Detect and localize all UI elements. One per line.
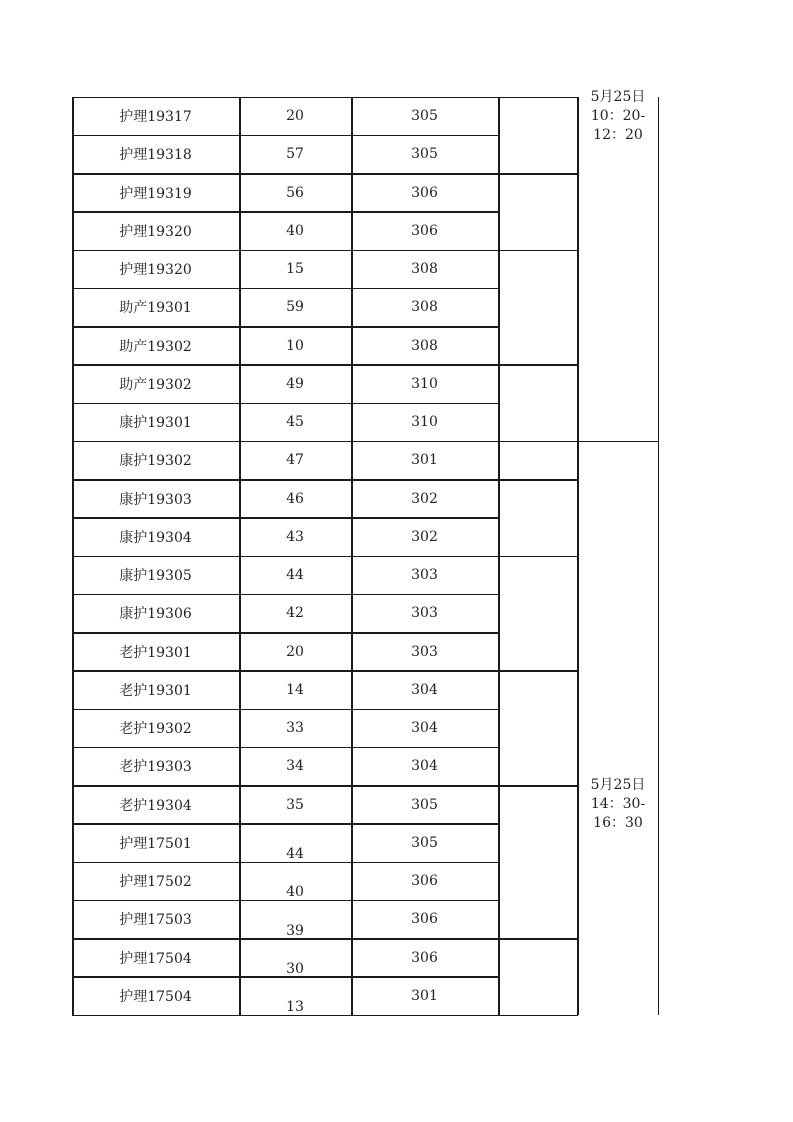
- student-count-cell: 42: [286, 605, 304, 622]
- grid-line: [72, 441, 498, 443]
- student-count-cell: 44: [286, 846, 304, 862]
- grid-line: [578, 441, 659, 443]
- class-name-cell: 老护19302: [119, 721, 192, 738]
- grid-line: [72, 173, 498, 175]
- grid-line: [498, 556, 578, 558]
- class-name-cell: 康护19304: [119, 529, 192, 546]
- grid-line: [577, 97, 579, 1015]
- grid-line: [498, 364, 578, 366]
- grid-line: [498, 785, 578, 787]
- grid-line: [72, 1015, 498, 1017]
- room-cell: 303: [411, 643, 438, 660]
- class-name-cell: 康护19302: [119, 453, 192, 470]
- class-name-cell: 护理19317: [119, 109, 192, 126]
- grid-line: [72, 862, 498, 864]
- room-cell: 310: [411, 414, 438, 431]
- student-count-cell: 45: [286, 414, 304, 431]
- class-name-cell: 护理17503: [119, 912, 192, 929]
- room-cell: 305: [411, 834, 438, 851]
- grid-line: [72, 97, 74, 1015]
- class-name-cell: 老护19301: [119, 644, 192, 661]
- grid-line: [72, 517, 498, 519]
- grid-line: [498, 1015, 578, 1017]
- class-name-cell: 老护19303: [119, 759, 192, 776]
- class-name-cell: 护理19318: [119, 147, 192, 164]
- grid-line: [72, 326, 498, 328]
- grid-line: [498, 97, 578, 99]
- room-cell: 304: [411, 758, 438, 775]
- grid-line: [498, 250, 578, 252]
- room-cell: 308: [411, 261, 438, 278]
- student-count-cell: 20: [286, 643, 304, 660]
- grid-line: [72, 938, 498, 940]
- grid-line: [72, 403, 498, 405]
- class-name-cell: 护理19320: [119, 223, 192, 240]
- student-count-cell: 59: [286, 299, 304, 316]
- grid-line: [498, 441, 578, 443]
- room-cell: 306: [411, 184, 438, 201]
- student-count-cell: 57: [286, 146, 304, 163]
- class-name-cell: 老护19301: [119, 682, 192, 699]
- grid-line: [72, 364, 498, 366]
- class-name-cell: 康护19303: [119, 491, 192, 508]
- student-count-cell: 49: [286, 375, 304, 392]
- student-count-cell: 56: [286, 184, 304, 201]
- grid-line: [72, 594, 498, 596]
- student-count-cell: 39: [286, 922, 304, 939]
- room-cell: 305: [411, 108, 438, 125]
- grid-line: [498, 97, 500, 1015]
- room-cell: 304: [411, 681, 438, 698]
- grid-line: [72, 250, 498, 252]
- grid-line: [72, 97, 498, 99]
- class-name-cell: 康护19306: [119, 606, 192, 623]
- grid-line: [72, 709, 498, 711]
- grid-line: [72, 211, 498, 213]
- student-count-cell: 13: [286, 999, 304, 1015]
- class-name-cell: 护理17502: [119, 874, 192, 891]
- grid-line: [72, 747, 498, 749]
- class-name-cell: 助产19302: [119, 376, 192, 393]
- room-cell: 304: [411, 720, 438, 737]
- class-name-cell: 护理17504: [119, 988, 192, 1005]
- grid-line: [72, 479, 498, 481]
- student-count-cell: 20: [286, 108, 304, 125]
- student-count-cell: 33: [286, 720, 304, 737]
- room-cell: 302: [411, 490, 438, 507]
- grid-line: [72, 823, 498, 825]
- student-count-cell: 34: [286, 758, 304, 775]
- student-count-cell: 14: [286, 681, 304, 698]
- room-cell: 310: [411, 375, 438, 392]
- grid-line: [72, 785, 498, 787]
- grid-line: [498, 479, 578, 481]
- grid-line: [72, 632, 498, 634]
- grid-line: [498, 938, 578, 940]
- room-cell: 306: [411, 222, 438, 239]
- grid-line: [72, 288, 498, 290]
- room-cell: 305: [411, 796, 438, 813]
- class-name-cell: 康护19301: [119, 415, 192, 432]
- class-name-cell: 护理17504: [119, 950, 192, 967]
- student-count-cell: 30: [286, 960, 304, 977]
- room-cell: 306: [411, 873, 438, 890]
- student-count-cell: 40: [286, 222, 304, 239]
- grid-line: [239, 97, 241, 1015]
- class-name-cell: 助产19301: [119, 300, 192, 317]
- room-cell: 302: [411, 528, 438, 545]
- room-cell: 303: [411, 567, 438, 584]
- grid-line: [498, 670, 578, 672]
- student-count-cell: 15: [286, 261, 304, 278]
- grid-line: [72, 900, 498, 902]
- student-count-cell: 46: [286, 490, 304, 507]
- student-count-cell: 44: [286, 567, 304, 584]
- room-cell: 306: [411, 949, 438, 966]
- class-name-cell: 护理19320: [119, 262, 192, 279]
- grid-line: [498, 173, 578, 175]
- room-cell: 306: [411, 911, 438, 928]
- grid-line: [72, 976, 498, 978]
- time-slot-morning: 5月25日 10：20- 12：20: [590, 89, 646, 143]
- time-slot-afternoon: 5月25日 14：30- 16：30: [590, 777, 646, 831]
- grid-line: [351, 97, 353, 1015]
- student-count-cell: 43: [286, 528, 304, 545]
- grid-line: [72, 670, 498, 672]
- class-name-cell: 老护19304: [119, 797, 192, 814]
- grid-line: [72, 556, 498, 558]
- room-cell: 308: [411, 337, 438, 354]
- class-name-cell: 助产19302: [119, 338, 192, 355]
- student-count-cell: 10: [286, 337, 304, 354]
- room-cell: 308: [411, 299, 438, 316]
- room-cell: 301: [411, 452, 438, 469]
- room-cell: 303: [411, 605, 438, 622]
- grid-line: [658, 97, 659, 1015]
- grid-line: [72, 135, 498, 137]
- class-name-cell: 康护19305: [119, 568, 192, 585]
- student-count-cell: 35: [286, 796, 304, 813]
- class-name-cell: 护理17501: [119, 835, 192, 852]
- student-count-cell: 40: [286, 884, 304, 901]
- student-count-cell: 47: [286, 452, 304, 469]
- class-name-cell: 护理19319: [119, 185, 192, 202]
- room-cell: 305: [411, 146, 438, 163]
- room-cell: 301: [411, 987, 438, 1004]
